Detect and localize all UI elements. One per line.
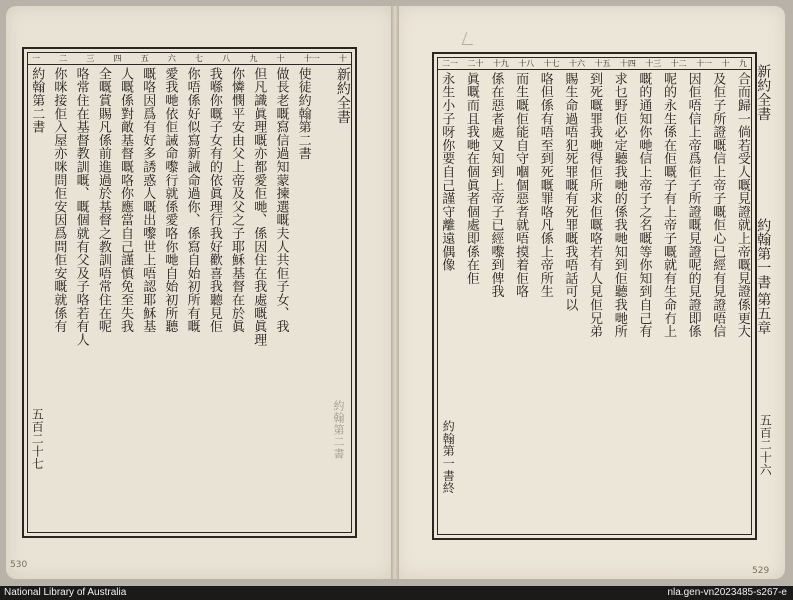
right-col-1: 及佢子所證嘅信上帝子嘅佢心已經有見證唔信 <box>710 72 726 338</box>
right-page-number: 五百二十六 <box>758 414 773 476</box>
right-chapter-label: 第五章 <box>755 292 772 335</box>
left-faint-stamp: 約翰第二書 <box>332 400 345 460</box>
left-col-6: 愛我哋依佢誡命嚟行就係愛咯你哋自始初所聽 <box>162 67 178 333</box>
left-col-5: 你唔係好似寫新誡命過你、係寫自始初所有嘅 <box>184 67 200 333</box>
right-col-10: 係在惡者處又知到上帝子已經嚟到俾我 <box>488 72 504 299</box>
right-col-12: 永生小子呀你要自己謹守離遠偶像 <box>439 72 455 272</box>
spacer <box>319 67 327 530</box>
right-col-9: 而生嘅佢能自守嗰個惡者就唔摸着佢咯 <box>513 72 529 299</box>
right-page-title: 新約全書 <box>755 64 772 122</box>
left-index-mark: 五 <box>140 54 149 63</box>
right-book-footer: 約翰第一書終 <box>441 420 456 494</box>
left-text-frame <box>22 47 357 538</box>
right-index-mark: 十七 <box>543 59 560 68</box>
left-col-0: 使徒約翰第二書 <box>295 67 311 161</box>
left-col-7: 嘅咯因爲有好多誘惑人嘅出嚟世上唔認耶穌基 <box>140 67 156 333</box>
left-col-9: 全嘅賞賜凡係前進過於基督之教訓唔常住在呢 <box>95 67 111 333</box>
left-index-mark: 四 <box>113 54 122 63</box>
left-col-2: 但凡識眞理嘅亦都愛佢哋、係因住在我處嘅眞理 <box>251 67 267 347</box>
left-book-footer-label: 約翰第二書 <box>29 67 45 134</box>
right-index-mark: 十四 <box>619 59 636 68</box>
right-index-mark: 十六 <box>569 59 586 68</box>
right-col-5: 求乜野佢必定聽我哋的係我哋知到佢聽我哋所 <box>611 72 627 338</box>
left-col-1: 做長老嘅寫信過知蒙揀選嘅夫人共佢子女、我 <box>273 67 289 333</box>
right-verse-index <box>438 58 751 70</box>
right-index-mark: 十九 <box>492 59 509 68</box>
right-col-4: 嘅的通知你哋信上帝子之名嘅等你知到自己有 <box>636 72 652 338</box>
left-index-mark: 三 <box>86 54 95 63</box>
right-index-mark: 十一 <box>696 59 713 68</box>
right-index-mark: 二一 <box>442 59 458 68</box>
right-index-mark: 十 <box>721 59 730 68</box>
left-margin-note: 530 <box>10 560 28 570</box>
right-text-frame <box>432 52 757 540</box>
right-margin-note: 529 <box>752 566 770 576</box>
right-text-columns <box>440 72 749 532</box>
right-index-mark: 十三 <box>645 59 662 68</box>
left-page-title: 新約全書 <box>334 67 351 125</box>
left-col-10: 咯常住在基督教訓嘅、嘅個就有父及子咯若有人 <box>73 67 89 347</box>
right-index-mark: 十五 <box>594 59 611 68</box>
right-index-mark: 十二 <box>670 59 687 68</box>
right-index-mark: 二十 <box>467 59 484 68</box>
left-index-mark: 九 <box>249 54 258 63</box>
left-index-mark: 二 <box>59 54 68 63</box>
footer-library: National Library of Australia <box>4 587 127 598</box>
left-verse-index <box>28 53 351 65</box>
right-col-3: 呢的永生係在佢嘅子有上帝子嘅就有生命冇上 <box>660 72 676 338</box>
right-col-8: 咯但係有唔至到死嘅罪咯凡係上帝所生 <box>537 72 553 299</box>
right-index-mark: 九 <box>738 59 747 68</box>
right-col-0: 合而歸一倘若受人嘅見證就上帝嘅見證係更大 <box>734 72 750 338</box>
right-col-7: 賜生命過唔犯死罪嘅有死罪嘅我唔話可以 <box>562 72 578 312</box>
left-index-mark: 一 <box>32 54 40 63</box>
right-col-2: 因佢唔信上帝爲佢子所證嘅見證呢的見證即係 <box>685 72 701 338</box>
left-col-3: 你憐憫平安由父上帝及父之子耶穌基督在於眞 <box>229 67 245 333</box>
left-page-number: 五百二十七 <box>30 408 45 470</box>
left-index-mark: 七 <box>195 54 204 63</box>
right-index-mark: 十八 <box>518 59 535 68</box>
left-index-mark: 十 <box>276 54 285 63</box>
left-index-mark: 十 <box>338 54 347 63</box>
left-index-mark: 八 <box>222 54 231 63</box>
right-col-6: 到死嘅罪我哋得佢所求佢嘅咯若有人見佢兄弟 <box>587 72 603 338</box>
book-gutter <box>391 6 399 579</box>
footer-reference: nla.gen-vn2023485-s267-e <box>667 587 787 598</box>
left-col-4: 我喺你嘅子女有的依眞理行我好歡喜我聽見佢 <box>206 67 222 333</box>
right-col-11: 眞嘅而且我哋在個眞者個處即係在佢 <box>463 72 479 285</box>
left-col-11: 你咪接佢入屋亦咪問佢安因爲問佢安嘅就係有 <box>51 67 67 333</box>
right-book-title: 約翰第一書 <box>755 218 772 290</box>
left-col-8: 人嘅係對敵基督嘅咯你應當自己謹慎免至失我 <box>118 67 134 333</box>
left-index-mark: 十一 <box>303 54 320 63</box>
footer-bar <box>0 586 793 600</box>
left-text-columns <box>30 67 349 530</box>
left-index-mark: 六 <box>167 54 176 63</box>
